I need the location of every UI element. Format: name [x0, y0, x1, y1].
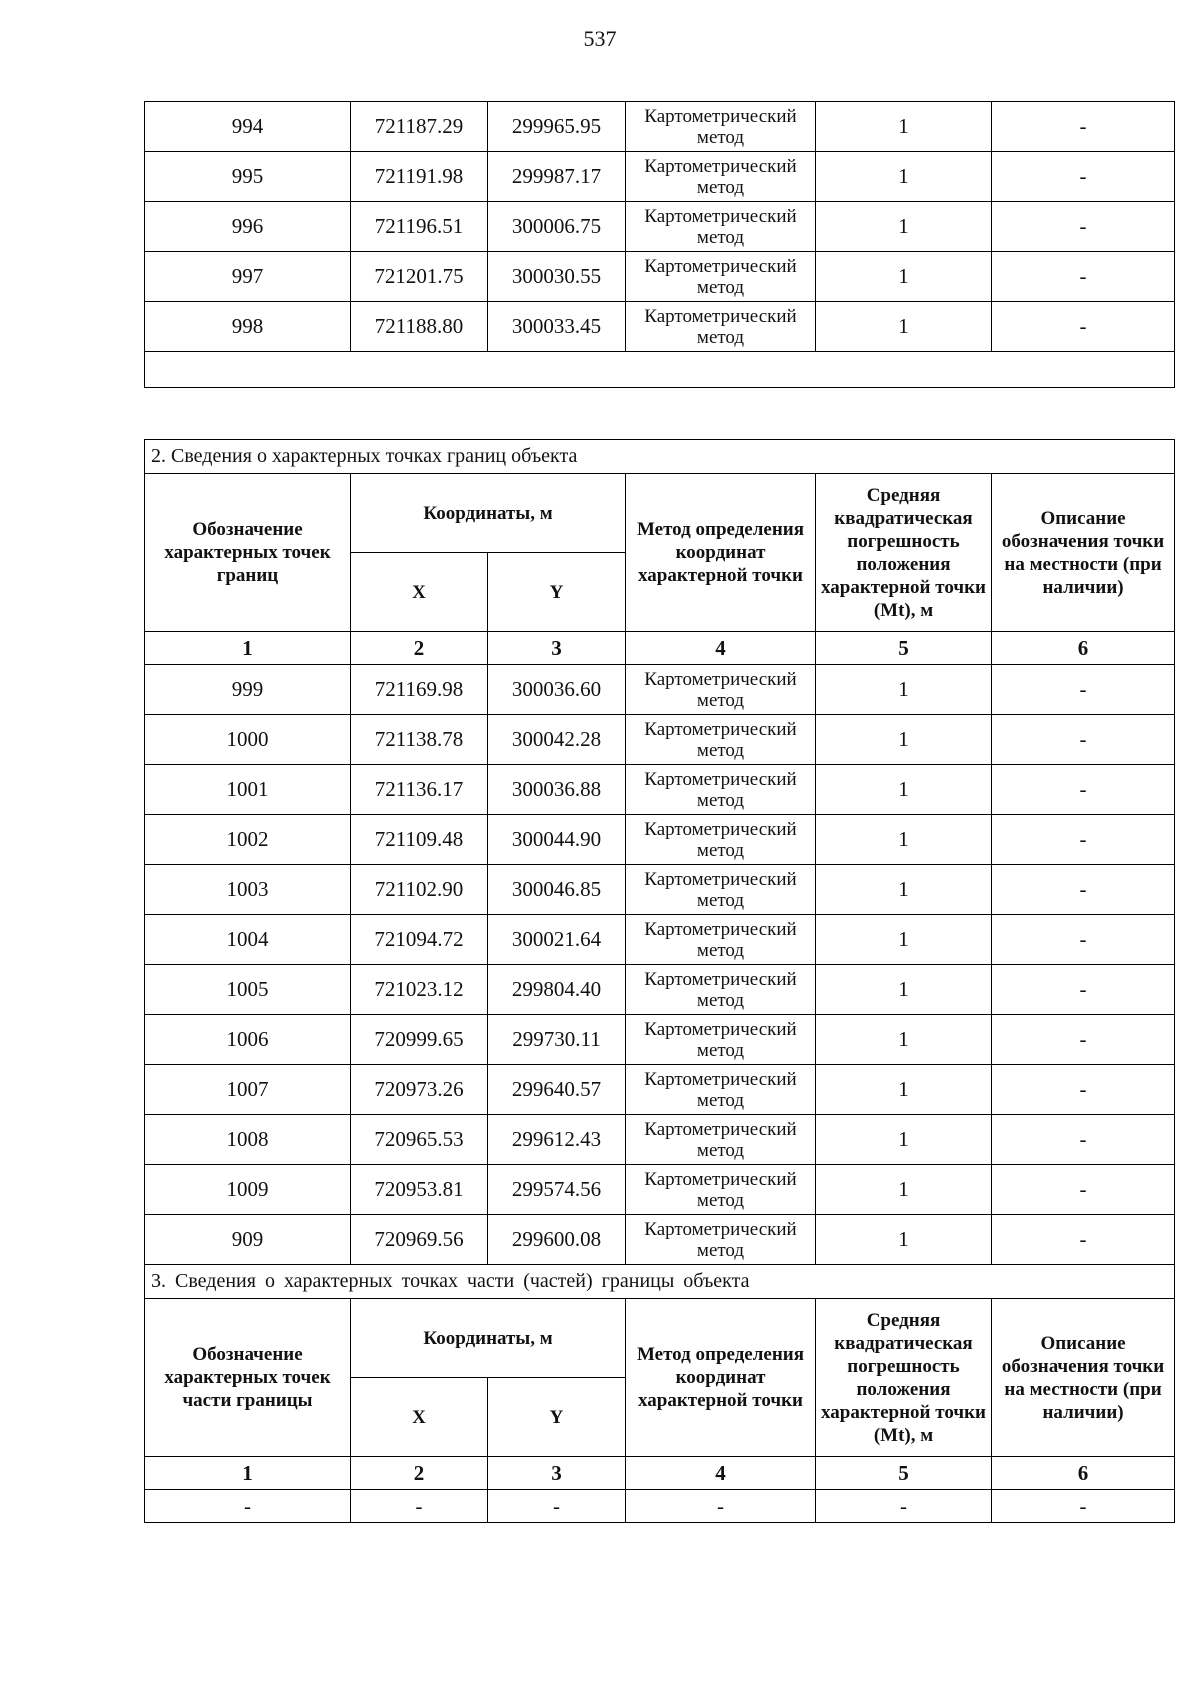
header-coordinates: Координаты, м — [351, 1299, 626, 1378]
header-y: Y — [488, 1378, 626, 1457]
column-number: 5 — [816, 632, 992, 665]
column-number: 2 — [351, 632, 488, 665]
table-row — [145, 1065, 1175, 1115]
boundary-points-table — [144, 439, 1175, 1523]
cell-description: - — [992, 1165, 1175, 1215]
cell-y: 299640.57 — [488, 1065, 626, 1115]
cell-y: 300006.75 — [488, 202, 626, 252]
cell-point: 996 — [145, 202, 351, 252]
cell-description: - — [992, 152, 1175, 202]
cell-x: 721191.98 — [351, 152, 488, 202]
table-row — [145, 1215, 1175, 1265]
cell-x: 721201.75 — [351, 252, 488, 302]
cell-point: 997 — [145, 252, 351, 302]
cell-y: 300030.55 — [488, 252, 626, 302]
cell-point: 1006 — [145, 1015, 351, 1065]
cell-y: 299730.11 — [488, 1015, 626, 1065]
column-number: 3 — [488, 1457, 626, 1490]
cell-method: Картометрический метод — [626, 665, 816, 715]
cell-mt: 1 — [816, 865, 992, 915]
header-method: Метод определения координат характерной точки — [626, 1299, 816, 1457]
cell-description: - — [992, 815, 1175, 865]
cell-description: - — [992, 965, 1175, 1015]
table-row — [145, 1490, 1175, 1523]
cell-y: 300046.85 — [488, 865, 626, 915]
cell-description: - — [992, 1115, 1175, 1165]
cell-method: Картометрический метод — [626, 152, 816, 202]
cell-description: - — [992, 1490, 1175, 1523]
cell-point: 1008 — [145, 1115, 351, 1165]
header-description: Описание обозначения точки на местности (при наличии) — [992, 474, 1175, 632]
table-row — [145, 965, 1175, 1015]
cell-mt: 1 — [816, 102, 992, 152]
table-row — [145, 715, 1175, 765]
cell-x: 721102.90 — [351, 865, 488, 915]
cell-point: 995 — [145, 152, 351, 202]
header-method: Метод определения координат характерной точки — [626, 474, 816, 632]
cell-point: 994 — [145, 102, 351, 152]
cell-method: Картометрический метод — [626, 965, 816, 1015]
cell-x: 720953.81 — [351, 1165, 488, 1215]
empty-row — [145, 352, 1175, 388]
table-row — [145, 665, 1175, 715]
cell-y: - — [488, 1490, 626, 1523]
cell-y: 300036.60 — [488, 665, 626, 715]
column-number: 5 — [816, 1457, 992, 1490]
cell-mt: 1 — [816, 202, 992, 252]
cell-y: 300044.90 — [488, 815, 626, 865]
cell-description: - — [992, 202, 1175, 252]
cell-mt: 1 — [816, 1215, 992, 1265]
cell-method: Картометрический метод — [626, 102, 816, 152]
cell-method: Картометрический метод — [626, 202, 816, 252]
cell-mt: 1 — [816, 665, 992, 715]
cell-x: 721196.51 — [351, 202, 488, 252]
cell-method: Картометрический метод — [626, 1065, 816, 1115]
cell-description: - — [992, 765, 1175, 815]
cell-x: 721094.72 — [351, 915, 488, 965]
cell-x: 721188.80 — [351, 302, 488, 352]
cell-description: - — [992, 102, 1175, 152]
cell-y: 300033.45 — [488, 302, 626, 352]
header-mean-square-error: Средняя квадратическая погрешность положения характерной точки (Mt), м — [816, 1299, 992, 1457]
cell-description: - — [992, 1065, 1175, 1115]
cell-point: 1002 — [145, 815, 351, 865]
cell-method: Картометрический метод — [626, 1115, 816, 1165]
boundary-points-table-continued — [144, 101, 1175, 388]
header-description: Описание обозначения точки на местности (при наличии) — [992, 1299, 1175, 1457]
cell-mt: 1 — [816, 1065, 992, 1115]
cell-x: 720973.26 — [351, 1065, 488, 1115]
table-row — [145, 915, 1175, 965]
cell-x: 721023.12 — [351, 965, 488, 1015]
table-row — [145, 302, 1175, 352]
header-x: X — [351, 1378, 488, 1457]
cell-method: Картометрический метод — [626, 865, 816, 915]
cell-point: 1001 — [145, 765, 351, 815]
cell-method: Картометрический метод — [626, 715, 816, 765]
cell-method: Картометрический метод — [626, 1215, 816, 1265]
cell-point: 909 — [145, 1215, 351, 1265]
header-point-designation: Обозначение характерных точек части границы — [145, 1299, 351, 1457]
column-number: 6 — [992, 632, 1175, 665]
header-y: Y — [488, 553, 626, 632]
cell-x: 720969.56 — [351, 1215, 488, 1265]
column-number: 1 — [145, 1457, 351, 1490]
cell-point: 998 — [145, 302, 351, 352]
column-number: 4 — [626, 632, 816, 665]
cell-description: - — [992, 1215, 1175, 1265]
cell-method: Картометрический метод — [626, 915, 816, 965]
cell-y: 299612.43 — [488, 1115, 626, 1165]
cell-x: 721138.78 — [351, 715, 488, 765]
cell-mt: 1 — [816, 815, 992, 865]
cell-mt: 1 — [816, 302, 992, 352]
header-point-designation: Обозначение характерных точек границ — [145, 474, 351, 632]
cell-method: Картометрический метод — [626, 1015, 816, 1065]
column-number: 4 — [626, 1457, 816, 1490]
cell-method: Картометрический метод — [626, 815, 816, 865]
cell-y: 299574.56 — [488, 1165, 626, 1215]
column-number: 3 — [488, 632, 626, 665]
section-2-title: 2. Сведения о характерных точках границ объекта — [145, 440, 1175, 474]
cell-mt: 1 — [816, 1115, 992, 1165]
table-row — [145, 202, 1175, 252]
cell-description: - — [992, 302, 1175, 352]
cell-x: 721109.48 — [351, 815, 488, 865]
section-3-title: 3. Сведения о характерных точках части (частей) границы объекта — [145, 1265, 1175, 1299]
cell-x: - — [351, 1490, 488, 1523]
cell-description: - — [992, 252, 1175, 302]
cell-mt: - — [816, 1490, 992, 1523]
cell-y: 300036.88 — [488, 765, 626, 815]
table-row — [145, 1115, 1175, 1165]
cell-method: Картометрический метод — [626, 302, 816, 352]
table-row — [145, 152, 1175, 202]
cell-x: 721187.29 — [351, 102, 488, 152]
table-row — [145, 865, 1175, 915]
cell-y: 300021.64 — [488, 915, 626, 965]
cell-description: - — [992, 915, 1175, 965]
cell-description: - — [992, 865, 1175, 915]
cell-y: 299600.08 — [488, 1215, 626, 1265]
cell-point: 1004 — [145, 915, 351, 965]
cell-description: - — [992, 665, 1175, 715]
cell-point: - — [145, 1490, 351, 1523]
header-coordinates: Координаты, м — [351, 474, 626, 553]
cell-point: 1007 — [145, 1065, 351, 1115]
cell-description: - — [992, 715, 1175, 765]
cell-method: - — [626, 1490, 816, 1523]
table-row — [145, 815, 1175, 865]
header-mean-square-error: Средняя квадратическая погрешность положения характерной точки (Mt), м — [816, 474, 992, 632]
cell-method: Картометрический метод — [626, 765, 816, 815]
table-row — [145, 765, 1175, 815]
cell-method: Картометрический метод — [626, 252, 816, 302]
cell-mt: 1 — [816, 915, 992, 965]
cell-mt: 1 — [816, 152, 992, 202]
column-number: 2 — [351, 1457, 488, 1490]
cell-point: 999 — [145, 665, 351, 715]
cell-y: 299804.40 — [488, 965, 626, 1015]
cell-mt: 1 — [816, 965, 992, 1015]
cell-x: 720999.65 — [351, 1015, 488, 1065]
cell-point: 1009 — [145, 1165, 351, 1215]
cell-mt: 1 — [816, 1015, 992, 1065]
cell-description: - — [992, 1015, 1175, 1065]
cell-y: 299965.95 — [488, 102, 626, 152]
table-row — [145, 1015, 1175, 1065]
cell-mt: 1 — [816, 252, 992, 302]
cell-mt: 1 — [816, 765, 992, 815]
cell-y: 300042.28 — [488, 715, 626, 765]
cell-y: 299987.17 — [488, 152, 626, 202]
table-row — [145, 1165, 1175, 1215]
table-row — [145, 252, 1175, 302]
cell-point: 1005 — [145, 965, 351, 1015]
table-row — [145, 102, 1175, 152]
header-x: X — [351, 553, 488, 632]
cell-mt: 1 — [816, 715, 992, 765]
cell-x: 720965.53 — [351, 1115, 488, 1165]
cell-mt: 1 — [816, 1165, 992, 1215]
column-number: 1 — [145, 632, 351, 665]
column-number: 6 — [992, 1457, 1175, 1490]
cell-point: 1000 — [145, 715, 351, 765]
empty-cell — [145, 352, 1175, 388]
cell-point: 1003 — [145, 865, 351, 915]
cell-x: 721169.98 — [351, 665, 488, 715]
cell-method: Картометрический метод — [626, 1165, 816, 1215]
page-number: 537 — [583, 26, 617, 51]
cell-x: 721136.17 — [351, 765, 488, 815]
